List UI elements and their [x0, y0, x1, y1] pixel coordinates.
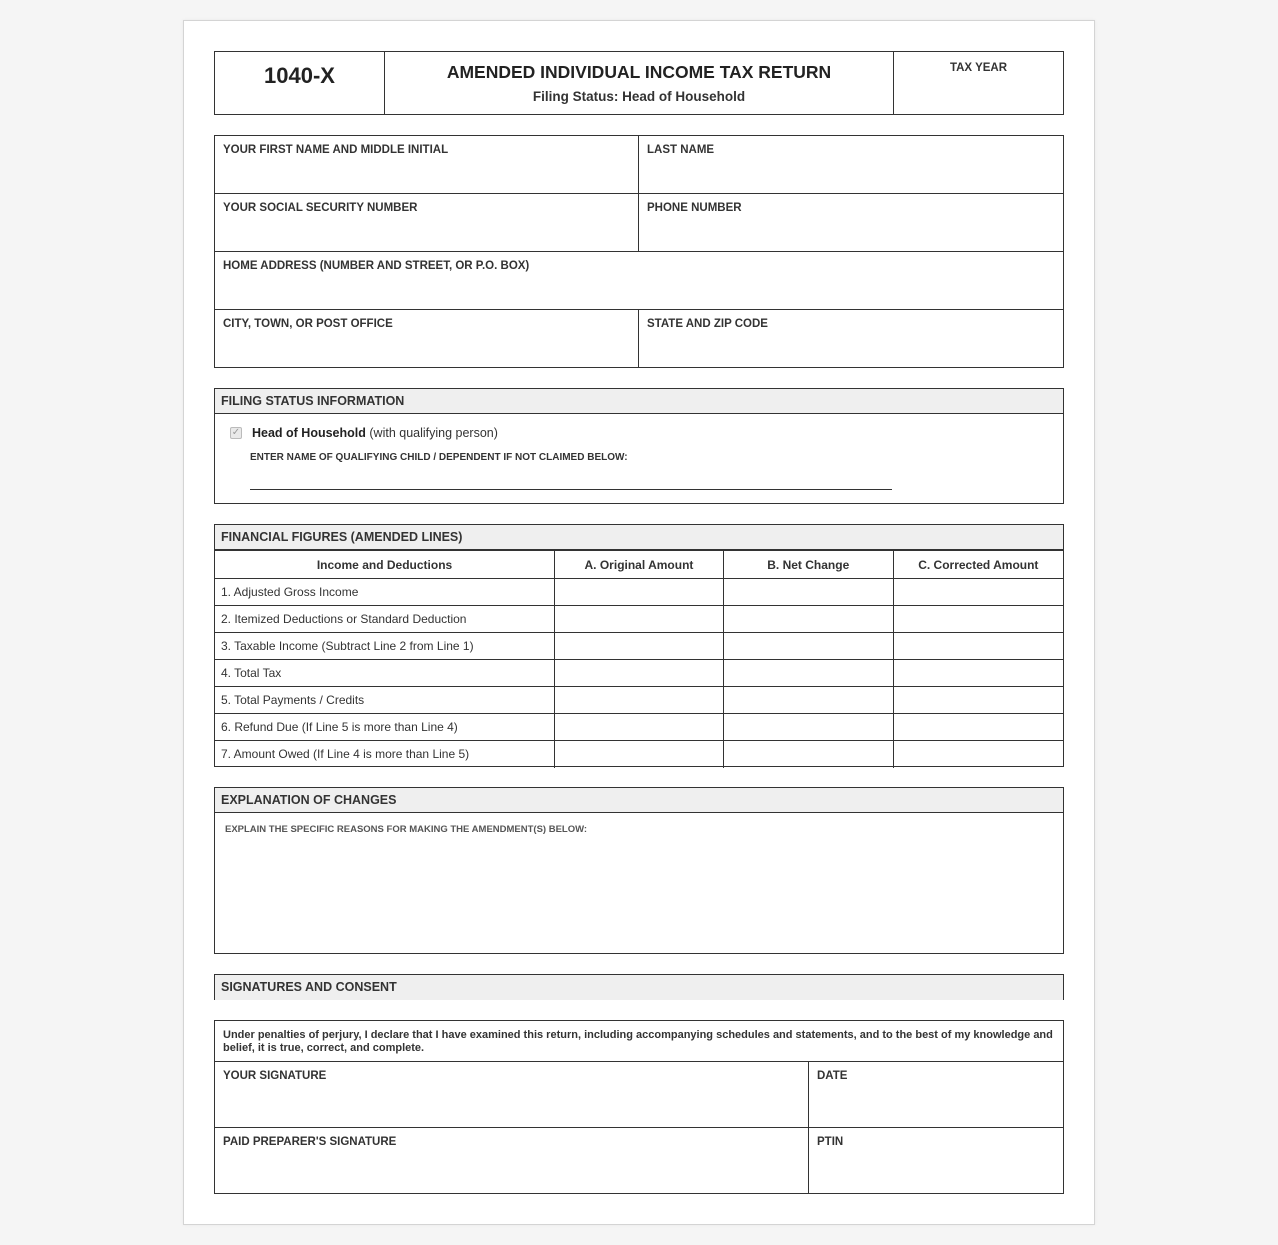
corrected-amount-cell[interactable] [893, 714, 1063, 741]
original-amount-cell[interactable] [555, 687, 724, 714]
last-name-label: LAST NAME [647, 144, 715, 156]
first-name-field[interactable] [215, 136, 639, 193]
city-label: CITY, TOWN, OR POST OFFICE [223, 318, 393, 330]
tax-year-label: TAX YEAR [949, 62, 1008, 74]
ptin-label: PTIN [817, 1136, 844, 1148]
table-row [215, 660, 1063, 687]
form-subtitle: Filing Status: Head of Household [532, 89, 746, 104]
your-signature-label: YOUR SIGNATURE [223, 1070, 327, 1082]
row-label: 4. Total Tax [215, 660, 555, 687]
ssn-field[interactable] [215, 194, 639, 251]
row-label: 6. Refund Due (If Line 5 is more than Line 4) [215, 714, 555, 741]
first-name-label: YOUR FIRST NAME AND MIDDLE INITIAL [223, 144, 449, 156]
corrected-amount-cell[interactable] [893, 606, 1063, 633]
column-header-corrected: C. Corrected Amount [893, 551, 1063, 579]
row-label: 2. Itemized Deductions or Standard Deduction [215, 606, 555, 633]
qualifying-child-label: ENTER NAME OF QUALIFYING CHILD / DEPENDENT IF NOT CLAIMED BELOW: [250, 452, 628, 463]
filing-status-section [214, 388, 1064, 504]
table-row [215, 633, 1063, 660]
explanation-heading: EXPLANATION OF CHANGES [215, 788, 1063, 813]
form-header [214, 51, 1064, 115]
date-field[interactable] [809, 1062, 1063, 1127]
signatures-section [214, 974, 1064, 1000]
net-change-cell[interactable] [723, 660, 893, 687]
financial-table [215, 550, 1063, 768]
form-title-block [385, 52, 894, 114]
personal-info-grid [214, 135, 1064, 368]
address-label: HOME ADDRESS (NUMBER AND STREET, OR P.O. BOX) [223, 260, 530, 272]
preparer-signature-field[interactable] [215, 1128, 809, 1194]
original-amount-cell[interactable] [555, 660, 724, 687]
original-amount-cell[interactable] [555, 606, 724, 633]
phone-field[interactable] [639, 194, 1063, 251]
original-amount-cell[interactable] [555, 741, 724, 768]
head-of-household-option [252, 426, 498, 440]
signatures-heading: SIGNATURES AND CONSENT [215, 975, 1063, 1000]
ssn-label: YOUR SOCIAL SECURITY NUMBER [223, 202, 418, 214]
qualifying-child-input[interactable] [250, 489, 892, 490]
financial-figures-section [214, 524, 1064, 767]
tax-year-field[interactable] [894, 52, 1063, 114]
original-amount-cell[interactable] [555, 714, 724, 741]
net-change-cell[interactable] [723, 741, 893, 768]
table-row [215, 606, 1063, 633]
ptin-field[interactable] [809, 1128, 1063, 1194]
net-change-cell[interactable] [723, 579, 893, 606]
filing-status-heading: FILING STATUS INFORMATION [215, 389, 1063, 414]
column-header-net-change: B. Net Change [723, 551, 893, 579]
table-row [215, 714, 1063, 741]
preparer-signature-label: PAID PREPARER'S SIGNATURE [223, 1136, 397, 1148]
head-of-household-note: (with qualifying person) [365, 426, 498, 440]
corrected-amount-cell[interactable] [893, 579, 1063, 606]
column-header-income: Income and Deductions [215, 551, 555, 579]
form-number: 1040-X [215, 52, 385, 114]
row-label: 5. Total Payments / Credits [215, 687, 555, 714]
corrected-amount-cell[interactable] [893, 741, 1063, 768]
perjury-declaration: Under penalties of perjury, I declare that I have examined this return, including accompanying schedules and statements, and to the best of my knowledge and belief, it is true, correct, and complete. [215, 1021, 1063, 1062]
explanation-section [214, 787, 1064, 954]
row-label: 7. Amount Owed (If Line 4 is more than Line 5) [215, 741, 555, 768]
financial-heading: FINANCIAL FIGURES (AMENDED LINES) [215, 525, 1063, 550]
form-title: AMENDED INDIVIDUAL INCOME TAX RETURN [446, 62, 832, 82]
corrected-amount-cell[interactable] [893, 660, 1063, 687]
head-of-household-checkbox[interactable] [230, 427, 242, 439]
corrected-amount-cell[interactable] [893, 687, 1063, 714]
original-amount-cell[interactable] [555, 633, 724, 660]
address-field[interactable] [215, 252, 1063, 309]
net-change-cell[interactable] [723, 714, 893, 741]
row-label: 3. Taxable Income (Subtract Line 2 from Line 1) [215, 633, 555, 660]
table-row [215, 687, 1063, 714]
city-field[interactable] [215, 310, 639, 368]
original-amount-cell[interactable] [555, 579, 724, 606]
phone-label: PHONE NUMBER [647, 202, 742, 214]
corrected-amount-cell[interactable] [893, 633, 1063, 660]
state-zip-label: STATE AND ZIP CODE [647, 318, 768, 330]
table-row [215, 579, 1063, 606]
net-change-cell[interactable] [723, 633, 893, 660]
state-zip-field[interactable] [639, 310, 1063, 368]
column-header-original: A. Original Amount [555, 551, 724, 579]
head-of-household-label: Head of Household [252, 426, 366, 440]
row-label: 1. Adjusted Gross Income [215, 579, 555, 606]
consent-box [214, 1020, 1064, 1194]
date-label: DATE [817, 1070, 848, 1082]
form-page [183, 20, 1095, 1225]
last-name-field[interactable] [639, 136, 1063, 193]
your-signature-field[interactable] [215, 1062, 809, 1127]
table-row [215, 741, 1063, 768]
net-change-cell[interactable] [723, 687, 893, 714]
checkmark-icon: ✓ [231, 427, 241, 438]
net-change-cell[interactable] [723, 606, 893, 633]
explanation-label: EXPLAIN THE SPECIFIC REASONS FOR MAKING THE AMENDMENT(S) BELOW: [225, 824, 588, 835]
